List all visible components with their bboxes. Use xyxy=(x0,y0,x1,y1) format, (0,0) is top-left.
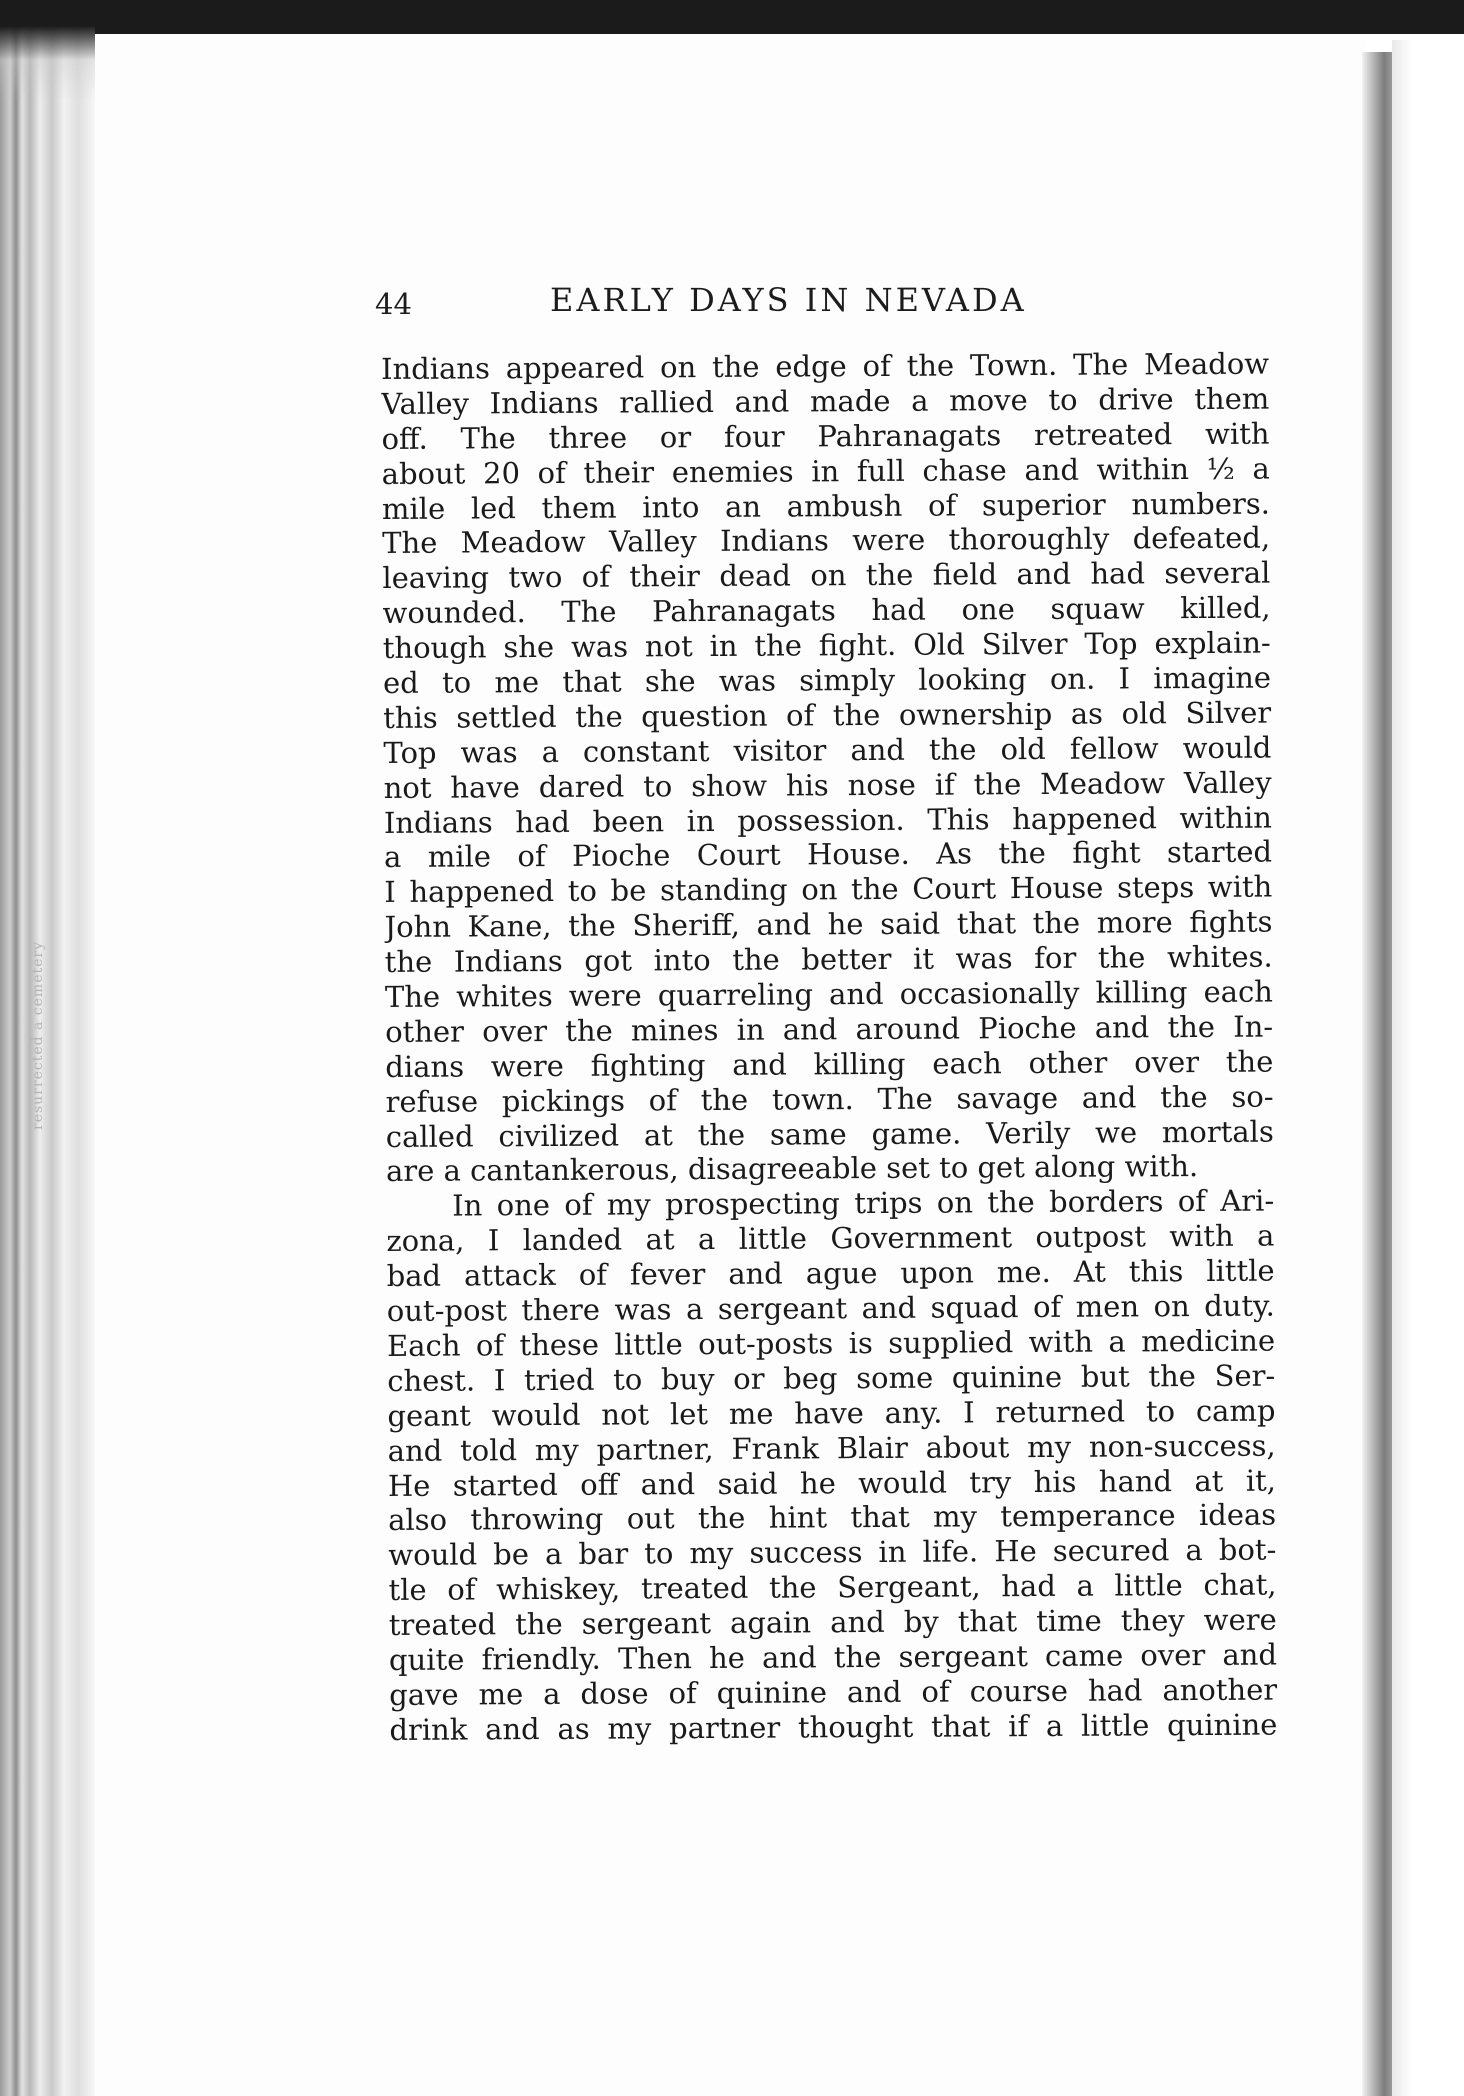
text-line: tle of whiskey, treated the Sergeant, had a little chat, xyxy=(388,1567,1277,1608)
text-line: not have dared to show his nose if the Meadow Valley xyxy=(383,765,1272,805)
text-line: this settled the question of the ownership as old Silver xyxy=(383,695,1272,735)
text-line: gave me a dose of quinine and of course had another xyxy=(389,1672,1278,1712)
book-gutter xyxy=(1362,52,1392,2096)
paragraph xyxy=(381,347,1274,1190)
running-head xyxy=(375,281,1057,327)
text-line: geant would not let me have any. I returned to camp xyxy=(387,1393,1276,1433)
text-line: mile led them into an ambush of superior numbers. xyxy=(381,486,1271,526)
text-line: and told my partner, Frank Blair about my non-success, xyxy=(387,1428,1276,1468)
text-line: Indians appeared on the edge of the Town. The Meadow xyxy=(381,346,1270,386)
scanner-background xyxy=(0,0,1464,34)
body-text xyxy=(381,347,1278,1748)
text-line: refuse pickings of the town. The savage and the so- xyxy=(385,1079,1274,1119)
facing-page-edge xyxy=(1392,40,1464,2096)
text-line: treated the sergeant again and by that time they were xyxy=(388,1602,1277,1643)
text-line: also throwing out the hint that my temperance ideas xyxy=(388,1497,1277,1538)
text-line: off. The three or four Pahranagats retreated with xyxy=(381,416,1270,456)
page-number: 44 xyxy=(375,287,412,321)
text-line: called civilized at the same game. Verily we mortals xyxy=(385,1114,1274,1154)
text-line: chest. I tried to buy or beg some quinine but the Ser- xyxy=(387,1358,1276,1398)
text-line: out-post there was a sergeant and squad of men on duty. xyxy=(386,1288,1275,1329)
text-line: are a cantankerous, disagreeable set to get along with. xyxy=(385,1149,1199,1189)
running-title: EARLY DAYS IN NEVADA xyxy=(550,281,1027,319)
text-line: dians were fighting and killing each other over the xyxy=(385,1044,1274,1084)
text-line: about 20 of their enemies in full chase and within ½ a xyxy=(381,451,1270,491)
text-line: Valley Indians rallied and made a move to drive them xyxy=(381,381,1270,421)
text-line: would be a bar to my success in life. He secured a bot- xyxy=(388,1532,1277,1573)
text-line: I happened to be standing on the Court House steps with xyxy=(384,869,1273,910)
text-line: though she was not in the fight. Old Silver Top explain- xyxy=(382,625,1271,666)
text-line: He started off and said he would try his hand at it, xyxy=(387,1463,1277,1503)
text-line: Top was a constant visitor and the old fellow would xyxy=(383,730,1272,770)
paragraph xyxy=(386,1184,1277,1748)
text-line: Indians had been in possession. This happened within xyxy=(383,800,1272,840)
text-line: zona, I landed at a little Government outpost with a xyxy=(386,1218,1275,1259)
text-line: John Kane, the Sheriff, and he said that the more fights xyxy=(384,904,1273,945)
text-line: leaving two of their dead on the field and had several xyxy=(382,555,1271,596)
text-line: a mile of Pioche Court House. As the fight started xyxy=(383,835,1273,875)
text-line: wounded. The Pahranagats had one squaw killed, xyxy=(382,590,1271,631)
margin-handwritten-note: resurrected a cemetery xyxy=(30,940,46,1130)
text-line: quite friendly. Then he and the sergeant came over and xyxy=(388,1637,1278,1677)
text-line: the Indians got into the better it was for the whites. xyxy=(384,939,1273,980)
text-line: The whites were quarreling and occasionally killing each xyxy=(384,974,1274,1015)
text-line: drink and as my partner thought that if a little quinine xyxy=(389,1707,1278,1747)
text-line: The Meadow Valley Indians were thoroughly defeated, xyxy=(382,521,1271,561)
text-line: ed to me that she was simply looking on. I imagine xyxy=(382,660,1272,701)
text-line: other over the mines in and around Pioche and the In- xyxy=(385,1009,1274,1049)
text-line: bad attack of fever and ague upon me. At this little xyxy=(386,1253,1275,1294)
text-line: Each of these little out-posts is supplied with a medicine xyxy=(386,1323,1276,1363)
text-line: In one of my prospecting trips on the borders of Ari- xyxy=(452,1183,1275,1223)
